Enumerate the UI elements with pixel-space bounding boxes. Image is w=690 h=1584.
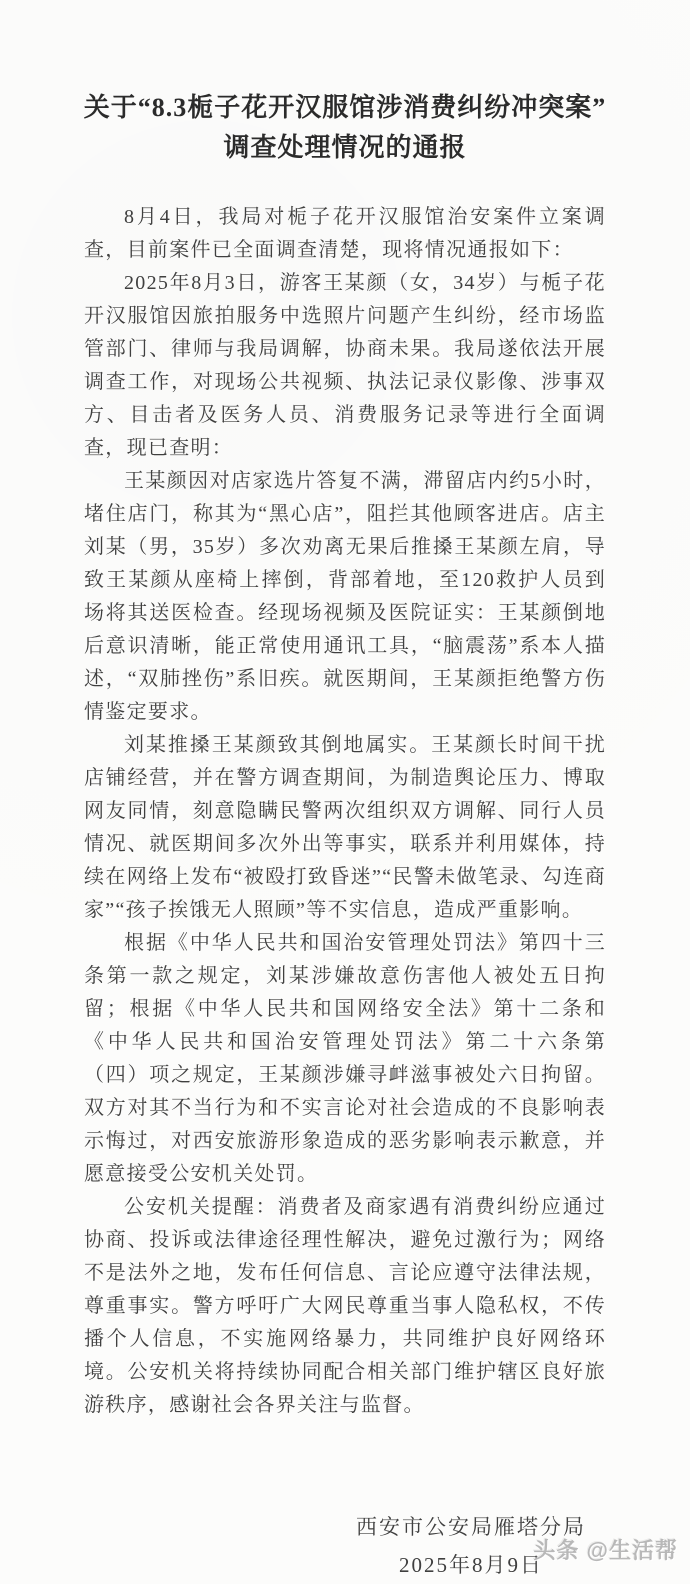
page-title: 关于“8.3栀子花开汉服馆涉消费纠纷冲突案”调查处理情况的通报 — [83, 93, 607, 162]
document-body — [84, 201, 606, 1422]
paragraph: 王某颜因对店家选片答复不满，滞留店内约5小时，堵住店门，称其为“黑心店”，阻拦其他顾客进店。店主刘某（男，35岁）多次劝离无果后推搡王某颜左肩，导致王某颜从座椅上摔倒，背部着地，至120救护人员到场将其送医检查。经现场视频及医院证实：王某颜倒地后意识清晰，能正常使用通讯工具，“脑震荡”系本人描述，“双肺挫伤”系旧疾。就医期间，王某颜拒绝警方伤情鉴定要求。 — [84, 470, 606, 723]
paragraph: 刘某推搡王某颜致其倒地属实。王某颜长时间干扰店铺经营，并在警方调查期间，为制造舆论压力、博取网友同情，刻意隐瞒民警两次组织双方调解、同行人员情况、就医期间多次外出等事实，联系并利用媒体，持续在网络上发布“被殴打致昏迷”“民警未做笔录、勾连商家”“孩子挨饿无人照顾”等不实信息，造成严重影响。 — [84, 734, 606, 921]
paragraph: 根据《中华人民共和国治安管理处罚法》第四十三条第一款之规定，刘某涉嫌故意伤害他人被处五日拘留；根据《中华人民共和国网络安全法》第十二条和《中华人民共和国治安管理处罚法》第二十六条第（四）项之规定，王某颜涉嫌寻衅滋事被处六日拘留。双方对其不当行为和不实言论对社会造成的不良影响表示悔过，对西安旅游形象造成的恶劣影响表示歉意，并愿意接受公安机关处罚。 — [84, 932, 606, 1185]
paragraph: 2025年8月3日，游客王某颜（女，34岁）与栀子花开汉服馆因旅拍服务中选照片问题产生纠纷，经市场监管部门、律师与我局调解，协商未果。我局遂依法开展调查工作，对现场公共视频、执法记录仪影像、涉事双方、目击者及医务人员、消费服务记录等进行全面调查，现已查明： — [84, 272, 606, 459]
watermark: 头条 @生活帮 — [533, 1538, 678, 1563]
paragraph: 公安机关提醒：消费者及商家遇有消费纠纷应通过协商、投诉或法律途径理性解决，避免过激行为；网络不是法外之地，发布任何信息、言论应遵守法律法规，尊重事实。警方呼吁广大网民尊重当事人隐私权，不传播个人信息，不实施网络暴力，共同维护良好网络环境。公安机关将持续协同配合相关部门维护辖区良好旅游秩序，感谢社会各界关注与监督。 — [84, 1196, 606, 1416]
paragraph: 8月4日，我局对栀子花开汉服馆治安案件立案调查，目前案件已全面调查清楚，现将情况通报如下： — [84, 206, 606, 261]
signature-date: 2025年8月9日 — [399, 1553, 543, 1577]
signature-org: 西安市公安局雁塔分局 — [356, 1515, 586, 1539]
